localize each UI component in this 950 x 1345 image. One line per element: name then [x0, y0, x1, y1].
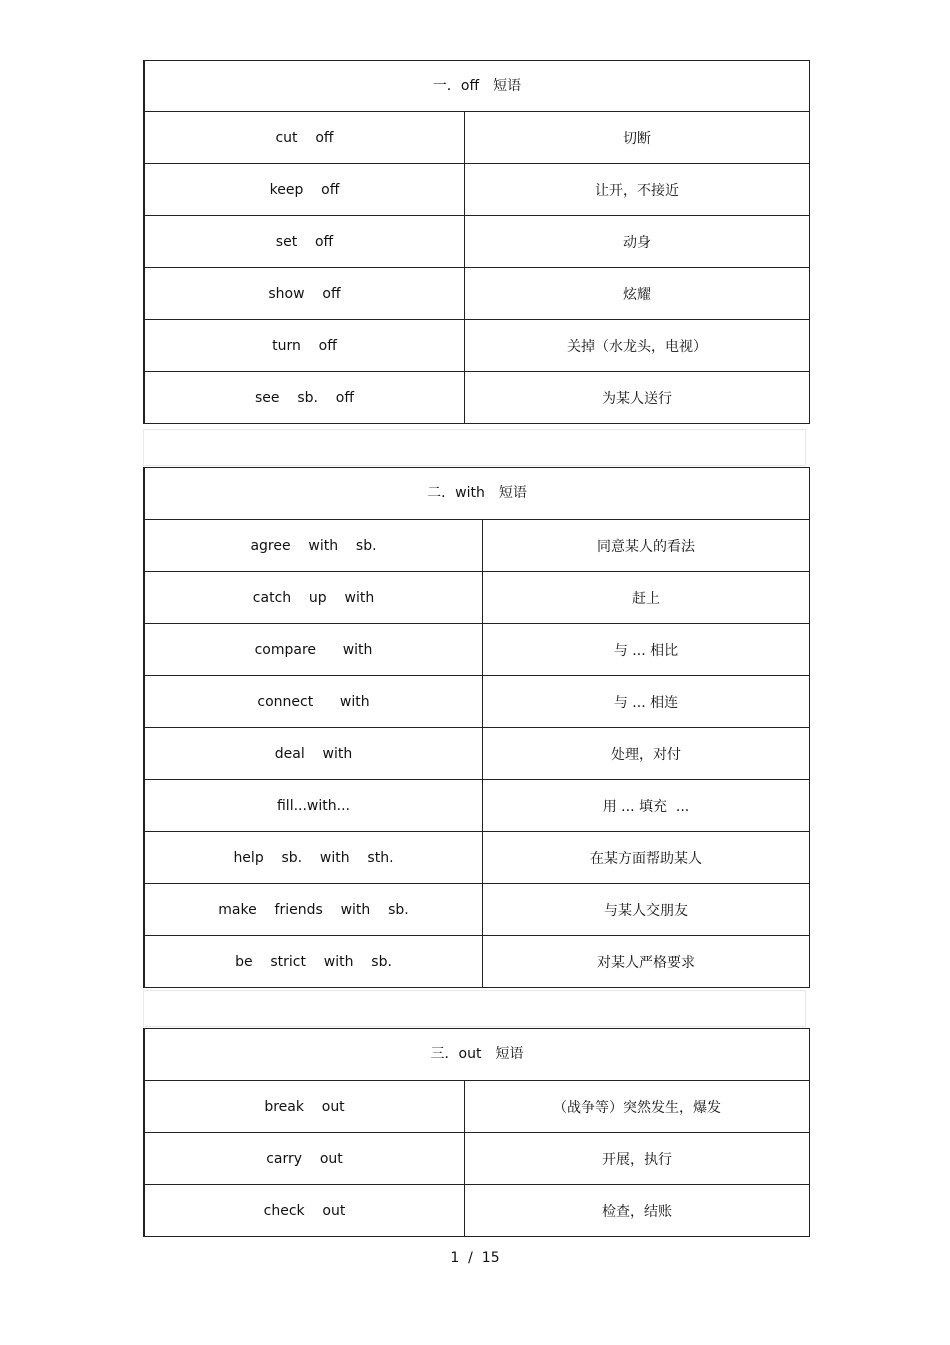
off-phrases-table [143, 60, 810, 424]
table-row [145, 676, 809, 728]
table-row [145, 216, 809, 268]
table-row [145, 520, 809, 572]
chinese-meaning: 关掉（水龙头，电视） [567, 338, 707, 355]
english-phrase: agree with sb. [145, 520, 483, 571]
chinese-meaning: 处理，对付 [611, 746, 681, 763]
english-phrase: see sb. off [145, 372, 465, 423]
table-header: 三．out 短语 [145, 1029, 809, 1081]
chinese-meaning: 切断 [623, 130, 651, 147]
table-row [145, 1133, 809, 1185]
chinese-meaning: 同意某人的看法 [597, 538, 695, 555]
table-row [145, 268, 809, 320]
with-phrases-table [143, 467, 810, 988]
english-phrase: deal with [145, 728, 483, 779]
chinese-meaning: 检查，结账 [602, 1203, 672, 1220]
english-phrase: fill...with... [145, 780, 483, 831]
chinese-meaning: 炫耀 [623, 286, 651, 303]
table-row [145, 624, 809, 676]
page-number: 1 / 15 [450, 1250, 500, 1266]
english-phrase: be strict with sb. [145, 936, 483, 987]
english-phrase: break out [145, 1081, 465, 1132]
out-phrases-table [143, 1028, 810, 1237]
section-divider [143, 990, 806, 1027]
chinese-meaning: 与 ... 相连 [613, 694, 679, 711]
table-row [145, 728, 809, 780]
table-row [145, 1081, 809, 1133]
table-row [145, 320, 809, 372]
chinese-meaning: 让开，不接近 [595, 182, 679, 199]
chinese-meaning: 在某方面帮助某人 [590, 850, 702, 867]
chinese-meaning: 对某人严格要求 [597, 954, 695, 971]
table-row [145, 1185, 809, 1236]
english-phrase: show off [145, 268, 465, 319]
chinese-meaning: 与 ... 相比 [613, 642, 679, 659]
table-row [145, 884, 809, 936]
table-header: 二．with 短语 [145, 468, 809, 520]
table-row [145, 572, 809, 624]
chinese-meaning: 为某人送行 [602, 390, 672, 407]
english-phrase: cut off [145, 112, 465, 163]
table-row [145, 164, 809, 216]
table-row [145, 832, 809, 884]
english-phrase: make friends with sb. [145, 884, 483, 935]
chinese-meaning: 与某人交朋友 [604, 902, 688, 919]
english-phrase: turn off [145, 320, 465, 371]
chinese-meaning: 动身 [623, 234, 651, 251]
chinese-meaning: （战争等）突然发生，爆发 [553, 1099, 721, 1116]
chinese-meaning: 用 ... 填充 ... [602, 798, 690, 815]
english-phrase: compare with [145, 624, 483, 675]
section-divider [143, 429, 806, 466]
english-phrase: keep off [145, 164, 465, 215]
english-phrase: set off [145, 216, 465, 267]
table-row [145, 112, 809, 164]
table-row [145, 936, 809, 987]
chinese-meaning: 赶上 [632, 590, 660, 607]
table-header: 一．off 短语 [145, 61, 809, 112]
english-phrase: connect with [145, 676, 483, 727]
table-row [145, 780, 809, 832]
english-phrase: check out [145, 1185, 465, 1236]
table-row [145, 372, 809, 423]
english-phrase: catch up with [145, 572, 483, 623]
english-phrase: carry out [145, 1133, 465, 1184]
chinese-meaning: 开展，执行 [602, 1151, 672, 1168]
english-phrase: help sb. with sth. [145, 832, 483, 883]
